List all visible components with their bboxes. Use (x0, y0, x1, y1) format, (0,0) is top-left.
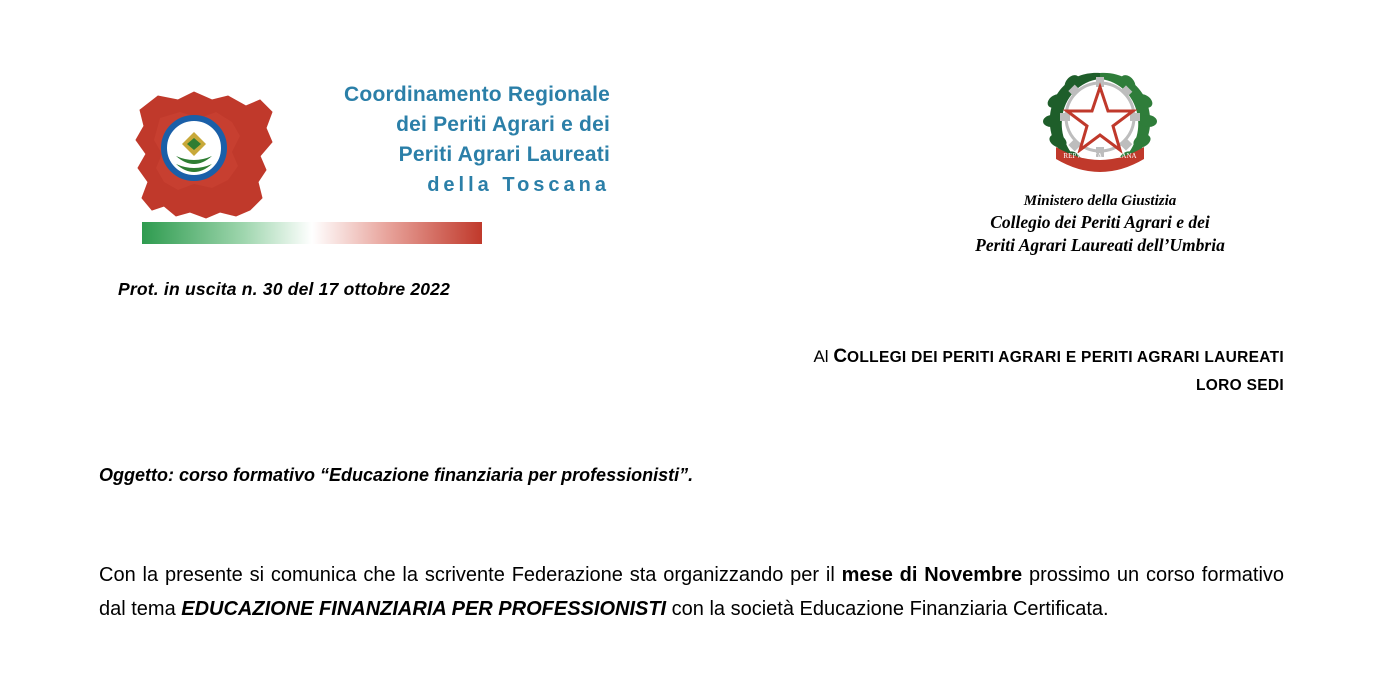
body-bold-month: mese di Novembre (841, 564, 1023, 586)
subject-line: Oggetto: corso formativo “Educazione finanziaria per professionisti”. (99, 465, 694, 485)
emblem-wrapper (880, 55, 1320, 185)
addressee-prefix: Al (813, 347, 834, 366)
addressee-line-1 (813, 343, 1284, 372)
coordinamento-toscana-logo (120, 70, 610, 255)
protocol-line: Prot. in uscita n. 30 del 17 ottobre 2022 (118, 279, 451, 299)
logo-line-4: della Toscana (427, 174, 610, 196)
addressee-block (813, 343, 1284, 400)
body-part-1: Con la presente si comunica che la scrivente Federazione sta organizzando per il (99, 564, 842, 586)
tuscany-logo-text (300, 80, 610, 200)
body-paragraph (99, 558, 1284, 626)
logo-line-3: Periti Agrari Laureati (398, 143, 610, 166)
ministero-giustizia-logo (880, 55, 1320, 257)
italian-republic-emblem-icon (1030, 55, 1170, 185)
document-header (0, 0, 1382, 270)
body-part-2: prossimo un corso formativo dal tema (99, 564, 1285, 620)
addressee-initial: C (833, 346, 848, 367)
logo-line-1: Coordinamento Regionale (344, 83, 610, 106)
ministero-line-2: Collegio dei Periti Agrari e dei (990, 212, 1210, 232)
logo-line-2: dei Periti Agrari e dei (396, 113, 610, 136)
addressee-rest: OLLEGI DEI PERITI AGRARI E PERITI AGRARI LAUREATI (847, 349, 1284, 366)
ministero-text-block (880, 191, 1320, 257)
ministero-line-1: Ministero della Giustizia (1023, 193, 1177, 209)
body-course-title: EDUCAZIONE FINANZIARIA PER PROFESSIONISTI (181, 598, 667, 620)
ministero-line-3: Periti Agrari Laureati dell’Umbria (975, 235, 1225, 255)
addressee-line-2: LORO SEDI (1196, 377, 1284, 394)
body-part-3: con la società Educazione Finanziaria Certificata. (666, 598, 1109, 620)
svg-text:REPVBLICA ITALIANA: REPVBLICA ITALIANA (1063, 152, 1137, 160)
